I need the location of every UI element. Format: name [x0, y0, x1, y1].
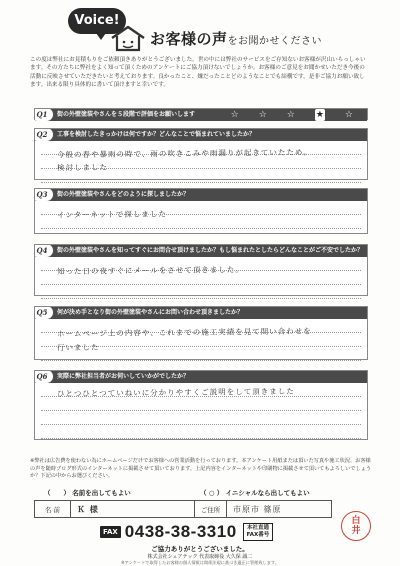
fax-number: 0438-38-3310 — [124, 522, 237, 541]
name-option-initials-mark: （ ○ ） — [200, 489, 224, 497]
answer-3-line-1: インターネットで探しました — [56, 209, 167, 220]
answer-lines-4 — [41, 257, 361, 299]
fax-direct-badge — [243, 523, 274, 541]
name-value: Ｋ 様 — [77, 504, 99, 514]
question-block-1 — [34, 108, 368, 120]
fax-contact — [100, 522, 330, 542]
question-header-6 — [35, 371, 367, 383]
publication-consent-note: ※弊社は広告費を使わない為にホームページだけでお客様への営業活動を行っております。本アンケート用紙または頂いた写真や施工状況、お客様の声を随時ブログ形式のインターネットに掲載させて頂いております。上記内容をインターネットや印刷物に掲載させて頂いてもよろしいでしょうか？下記の中からお選びください。 — [30, 458, 372, 480]
answer-5-line-1: ホームページ上の内容や、これまでの施工実績を見て問い合わせを — [56, 326, 312, 339]
name-option-initials[interactable] — [200, 488, 310, 497]
address-value: 市原市 篠原 — [233, 504, 282, 514]
answer-lines-5 — [41, 319, 361, 361]
question-header-4 — [35, 245, 367, 257]
seal-stamp — [341, 511, 371, 541]
intro-text: この度は弊社にお見積もりをご依頼頂きありがとうございました。世の中には弊社のサービスをご存知ないお客様が沢山いらっしゃいます。その方たちに弊社をよく知って頂くためのアンケートにご協力頂けないでしょうか。お客様のご意見をお聞かせいただき今後の活動に反映させていただきたいと考えております。良かったこと、嫌だったことどのようなことでも結構です。是非ご協力お願い致します。出来る限り具体的に書いて頂けますと幸いです。 — [30, 57, 366, 89]
answer-line — [41, 411, 361, 425]
name-option-initials-label: イニシャルなら出してもよい — [225, 489, 310, 497]
question-block-5 — [34, 306, 368, 360]
name-option-full-mark: （ ） — [44, 489, 70, 497]
question-block-4 — [34, 244, 368, 296]
name-option-full-label: 名前を出してもよい — [72, 489, 131, 497]
question-block-3 — [34, 188, 368, 234]
seal-stamp-char-1: 白 — [351, 516, 361, 526]
question-text-6: 実際に弊社担当者がお伺いしていかがでしたか？ — [57, 373, 190, 380]
star-icon[interactable]: ★ — [315, 110, 324, 120]
address-label: ご住所 — [195, 501, 227, 517]
question-number-3: Q3 — [35, 189, 54, 201]
question-text-4: 街の外壁塗装やさんを知ってすぐにお問合せ頂けましたか？もし悩まれたとしたらどんなことがご不安でしたか？ — [57, 247, 364, 254]
question-number-1: Q1 — [35, 109, 54, 121]
fax-label: FAX — [100, 526, 121, 538]
question-header-2 — [35, 129, 367, 141]
address-field[interactable] — [227, 501, 331, 517]
fax-direct-line-2: FAX番号 — [246, 532, 270, 538]
name-label: 名 前 — [35, 501, 71, 517]
question-text-3: 街の外壁塗装やさんをどのように探しましたか？ — [57, 191, 190, 198]
question-header-3 — [35, 189, 367, 201]
question-text-1: 街の外壁塗装やさんを５段階で評価をお願いします — [57, 111, 196, 118]
house-icon — [110, 24, 146, 52]
question-number-6: Q6 — [35, 371, 54, 383]
answer-line — [41, 425, 361, 439]
question-number-4: Q4 — [35, 245, 54, 257]
name-option-full[interactable] — [44, 488, 131, 497]
question-text-5: 何が決め手となり街の外壁塗装やさんにお問い合わせ頂きましたか？ — [57, 309, 244, 316]
company-line: 株式会社シェアテック 代表取締役 大久保 誠二 — [147, 554, 253, 560]
thanks-message: ご協力ありがとうございました。 — [151, 545, 249, 553]
answer-4-line-1: 知った日の夜すぐにメールをさせて頂きました。 — [56, 265, 244, 276]
answer-5-line-2: 行いました — [56, 342, 100, 353]
title-small: をお聞かせください — [227, 36, 323, 47]
question-number-5: Q5 — [35, 307, 54, 319]
question-header-5 — [35, 307, 367, 319]
survey-header — [60, 6, 360, 50]
title-main: お客様の声 — [150, 30, 228, 48]
customer-info-table — [34, 500, 332, 518]
fax-direct-line-1: 本社直通 — [246, 525, 269, 531]
voice-speech-bubble: Voice! — [68, 8, 126, 34]
page-title — [150, 28, 322, 49]
seal-stamp-char-2: 井 — [351, 526, 361, 536]
answer-2-line-2: 検討しました — [56, 162, 109, 173]
privacy-note: ※アンケートで取得したお客様の個人情報は関係法規に基づき適正に管理致します。 — [121, 560, 279, 565]
star-icon[interactable]: ☆ — [286, 110, 295, 120]
name-field[interactable] — [71, 501, 195, 517]
star-icon[interactable]: ☆ — [258, 110, 267, 120]
answer-line — [41, 285, 361, 299]
answer-6-line-1: ひとつひとつていねいに分かりやすくご説明をして頂きました — [56, 386, 295, 399]
question-text-2: 工事を検討したきっかけは何ですか？どんなことで悩まれていましたか？ — [57, 131, 256, 138]
star-icon[interactable]: ☆ — [230, 110, 239, 120]
question-number-2: Q2 — [35, 129, 54, 141]
answer-2-line-1: 今般の春や暴雨の時で、雨の吹きこみや雨漏りが起きていたため。 — [56, 147, 312, 160]
question-block-6 — [34, 370, 368, 440]
question-block-2 — [34, 128, 368, 180]
star-icon[interactable]: ☆ — [344, 110, 353, 120]
answer-line — [41, 397, 361, 411]
rating-stars[interactable] — [231, 109, 353, 121]
